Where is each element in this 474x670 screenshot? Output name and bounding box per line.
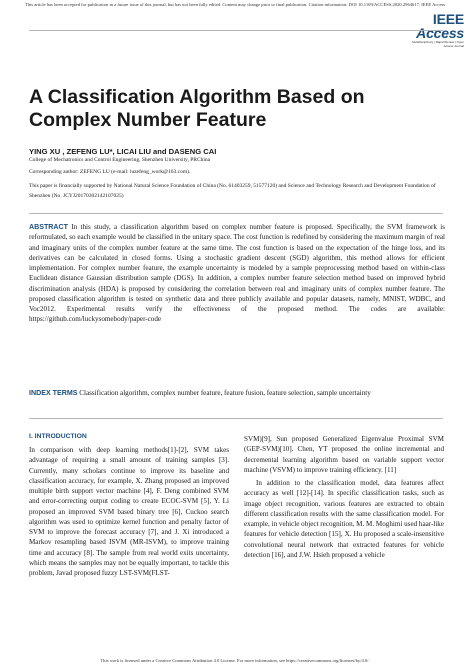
header-divider (29, 30, 443, 31)
introduction-right-column (244, 434, 444, 560)
index-terms-text: Classification algorithm, complex number feature, feature fusion, feature selection, sample uncertainty (79, 389, 371, 397)
abstract (29, 222, 445, 325)
publication-notice: This article has been accepted for publication in a future issue of this journal, but has not been fully edited. Content may change prior to final publication. Citation information: DOI 10.1109/ACCESS.2020.2964617, IEEE Access (24, 2, 446, 7)
abstract-label: ABSTRACT (29, 223, 69, 231)
abstract-divider-top (29, 213, 443, 214)
introduction-left-column: In comparison with deep learning methods[1]-[2], SVM takes advantage of requiring a small amount of training samples [3]. Currently, many scholars continue to improve its baseline and classification accuracy, for example, X. Zhang proposed an improved multiple birth support vector machine [4], F. Deng combined SVM and error-correcting output coding to create ECOC-SVM [5], Y. Li proposed an improved SVM based binary tree [6], Cuckoo search algorithm was used to optimize kernel function and penalty factor of SVM to improve the forecast accuracy [7], and J. Xi introduced a Markov resampling based ISVM (MR-ISVM), to improve training time and accuracy [8]. The sample from real world exits uncertainty, which means the samples may not be equally important, to tackle this problem, Javad proposed fuzzy LST-SVM(FLST- (29, 446, 229, 577)
introduction-right-paragraph-1: SVM)[9], Sun proposed Generalized Eigenvalue Proximal SVM (GEP-SVM)[10]. Chen, YT proposed the online incremental and decremental learning algorithm based on variable support vector machine (VSVM) to improve training efficiency. [11] (244, 435, 444, 474)
logo-tagline: Multidisciplinary | Rapid Review | Open Access Journal (412, 40, 464, 48)
license-footer: This work is licensed under a Creative Commons Attribution 4.0 License. For more information, see https://creativecommons.org/licenses/by/4.0/. (100, 658, 370, 663)
abstract-divider-bottom (29, 418, 443, 419)
paper-title: A Classification Algorithm Based on Complex Number Feature (29, 86, 365, 131)
index-terms (29, 388, 445, 398)
logo-ieee-text: IEEE (432, 11, 464, 27)
abstract-text: In this study, a classification algorithm based on complex number feature is proposed. Specifically, the SVM framework is reformulated, so each example would be classified in the unitary space. The cost function is redefined by considering the maximum margin of real and imaginary units of the complex number feature at the same time. The cost function is based on the expectation of the hinge loss, and its derivatives can be calculated in closed forms. Using a stochastic gradient descent (SGD) algorithm, this method allows for efficient implementation. For complex number feature, the example uncertainty is modeled by a sample preprocessing method based on within-class Euclidean distance Gaussian distribution sample (DGS). In addition, a complex number feature selection method based on improved hybrid discrimination analysis (HDA) is proposed by considering the correlation between real and imaginary units of complex number feature. The proposed classification algorithm is tested on synthetic data and three publicly available and popular datasets, namely, MNIST, WDBC, and Voc2012. Experimental results verify the effectiveness of the proposed method. The codes are available: https://github.com/luckysomebody/paper-code (29, 223, 445, 324)
logo-access-text: Access (416, 25, 464, 41)
affiliation: College of Mechatronics and Control Engineering, Shenzhen University, PRChina (29, 157, 211, 163)
index-terms-label: INDEX TERMS (29, 389, 78, 397)
funding-statement: This paper is financially supported by National Natural Science Foundation of China (No. 61403259, 51577120) and Science and Technology Research and Development Foundation of Shenzhen (No. JCYJ20170302142107025) (29, 183, 436, 199)
introduction-right-paragraph-2: In addition to the classification model, data features affect accuracy as well [12]-[14]. In specific classification tasks, such as image object recognition, various features are extracted to obtain different classification results with the same classification model. For example, in vehicle object recognition, M. M. Moghimi used haar-like features for vehicle detection [15], X. Hu proposed a scale-insensitive convolutional neural network that extracted features for vehicle detection [16], and J.W. Hsieh proposed a vehicle (244, 479, 444, 559)
author-list: YING XU , ZEFENG LU*, LICAI LIU and DASENG CAI (29, 147, 217, 156)
corresponding-author: Corresponding author: ZEFENG LU (e-mail: luzefeng_work@163.com). (29, 169, 191, 175)
section-heading-introduction: I. INTRODUCTION (29, 433, 87, 440)
